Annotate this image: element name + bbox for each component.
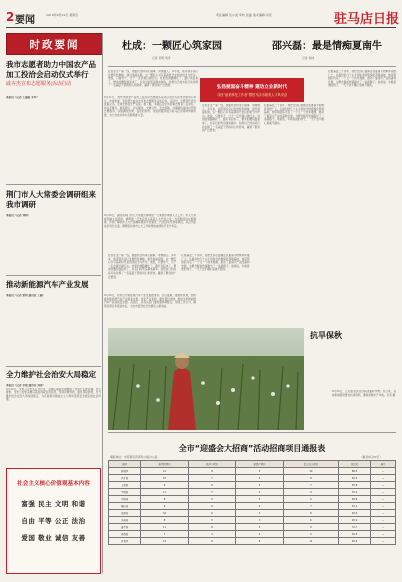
table-cell: 6 <box>283 496 338 503</box>
core-values-box <box>6 468 101 574</box>
center-banner-line-1: 弘扬爱国奋斗精神 建功立业新时代 <box>216 84 288 90</box>
table-cell: 11 <box>141 524 189 531</box>
table-header-cell: 总投资 <box>338 461 370 468</box>
core-values-line: 自由 平等 公正 法治 <box>21 517 86 525</box>
date-line: 2019年9月22日 星期日 <box>46 13 79 17</box>
table-cell: 10 <box>141 475 189 482</box>
table-row <box>109 489 396 496</box>
table-cell: 8 <box>141 517 189 524</box>
table-cell: 5 <box>188 517 236 524</box>
table-cell: — <box>371 538 396 545</box>
photo-image <box>108 328 304 430</box>
table <box>108 460 396 545</box>
center-banner <box>200 78 304 102</box>
table-header-cell: 新开工项目 <box>188 461 236 468</box>
table-cell: 11 <box>283 538 338 545</box>
table-cell: 5 <box>188 496 236 503</box>
table-cell: 8 <box>188 524 236 531</box>
table-row <box>109 496 396 503</box>
table-cell: 汝南县 <box>109 517 141 524</box>
table-cell: — <box>371 510 396 517</box>
table-cell: 62.3 <box>338 475 370 482</box>
table-cell: — <box>371 524 396 531</box>
table-note-left: 填报单位：市招商引资领导小组办公室 <box>110 455 158 459</box>
table-row <box>109 503 396 510</box>
table-cell: — <box>371 475 396 482</box>
table-cell: 4 <box>188 531 236 538</box>
table-cell: 63.4 <box>338 510 370 517</box>
feature-rule <box>108 66 396 67</box>
article-body: 9月20日，我市召开新能源汽车产业发展推进会。会议强调，要抢抓机遇，加快推进新能源汽车产业链条完善，优化产业布局，强化项目支撑，推动全市新能源汽车产业高质量发展。各县区、各有关部门要加强协调配合，形成工作合力，确保各项任务落到实处，为全市经济社会发展注入新动能。 <box>104 294 196 308</box>
table-row <box>109 538 396 545</box>
table-header-cell: 新签约项目 <box>141 461 189 468</box>
table-cell: 正阳县 <box>109 496 141 503</box>
article-body: 9月20日，全市公安机关召开会议，对国庆期间安保维稳工作进行安排部署。会议要求，全市公安机关要以高度的政治责任感，坚持问题导向，强化风险防控，全力维护社会治安大局持续稳定，为庆祝新中国成立七十周年营造安全稳定的社会环境。 <box>6 387 101 402</box>
feature-title-1: 杜成：一颗匠心筑家园 记者 吴明 刘洋 <box>122 41 222 60</box>
table-rule <box>108 432 396 433</box>
table-cell: 4 <box>236 489 284 496</box>
core-values-title: 社会主义核心价值观基本内容 <box>17 481 90 487</box>
table-cell: 3 <box>236 482 284 489</box>
table-cell: 48.6 <box>338 496 370 503</box>
staff-line: 责任编辑 张小波 审核 张磊 美术编辑 李佳 <box>216 13 272 17</box>
table-cell: 6 <box>188 482 236 489</box>
divider <box>6 275 101 276</box>
table-cell: 12 <box>141 468 189 475</box>
table-cell: 9 <box>283 489 338 496</box>
table-header-cell: 新投产项目 <box>236 461 284 468</box>
table-cell: 6 <box>188 510 236 517</box>
investment-table <box>108 460 396 545</box>
table-cell: 10 <box>283 468 338 475</box>
table-cell: — <box>371 496 396 503</box>
article-body: 9月21日，我市中国农产品加工投洽会志愿服务活动启动仪式在市会展中心举行。市委常委、宣传部长戚卉杰宣布志愿服务活动启动。活动中，志愿者代表宣读倡议书，全体志愿者庄严宣誓。据了解，本届投洽会共招募志愿者八百余名，将在开幕式、展览展示、会议服务、交通引导、安全保障、外事接待等岗位开展志愿服务，以饱满的热情、良好的形象、优质的服务展示驻马店文明城市新风貌，为大会成功举办贡献青春力量。 <box>104 96 196 117</box>
table-cell: 5 <box>283 531 338 538</box>
center-banner-line-2: 寻找“最美科技工作者”暨驻马店市最美人才风采录 <box>216 92 288 97</box>
table-cell: — <box>371 489 396 496</box>
table-cell: 7 <box>283 503 338 510</box>
article-jingmen <box>6 190 101 209</box>
table-cell: 确山县 <box>109 503 141 510</box>
table-cell: 6 <box>236 538 284 545</box>
table-row <box>109 517 396 524</box>
table-header-row <box>109 461 396 468</box>
core-values-line: 富强 民主 文明 和谐 <box>21 500 86 508</box>
table-cell: 泌阳县 <box>109 510 141 517</box>
page-number: 2 <box>6 10 15 24</box>
table-row <box>109 524 396 531</box>
table-cell: 2 <box>236 531 284 538</box>
article-title: 推动新能源汽车产业发展 <box>6 280 89 289</box>
table-cell: — <box>371 531 396 538</box>
table-cell: 6 <box>283 517 338 524</box>
table-cell: 45.9 <box>338 517 370 524</box>
feature-byline: 记者 杨林 <box>302 56 315 60</box>
table-cell: — <box>371 468 396 475</box>
table-row <box>109 475 396 482</box>
article-byline: 本报讯（记者 张明 通讯员 王丽） <box>6 294 46 297</box>
table-cell: — <box>371 517 396 524</box>
table-cell: 52.1 <box>338 503 370 510</box>
table-cell: 9 <box>188 538 236 545</box>
divider <box>6 184 101 185</box>
table-cell: 11 <box>141 489 189 496</box>
table-header-cell: 亿元以上项目 <box>283 461 338 468</box>
table-cell: 9 <box>283 524 338 531</box>
column-banner <box>6 33 103 55</box>
table-row <box>109 482 396 489</box>
article-byline: 本报讯（记者 王丽娟 李华） <box>6 96 39 99</box>
table-cell: 8 <box>188 468 236 475</box>
table-cell: 4 <box>236 503 284 510</box>
header-rule <box>6 27 396 28</box>
table-title: 全市“迎盛会大招商”活动招商项目通报表 <box>178 444 326 453</box>
table-row <box>109 510 396 517</box>
table-cell: — <box>371 482 396 489</box>
table-cell: 新蔡县 <box>109 531 141 538</box>
column-banner-text: 时政要闻 <box>29 38 80 51</box>
table-cell: 86.5 <box>338 468 370 475</box>
feature-byline: 记者 吴明 刘洋 <box>152 56 171 60</box>
table-cell: 7 <box>283 482 338 489</box>
section-label: 要闻 <box>15 15 35 26</box>
table-note-right: （截至9月20日） <box>360 455 383 459</box>
photo-note: 9月20日，正阳县农民在田间浇灌秋作物。连日来，各地积极组织群众抗旱保秋，确保秋粮丰产丰收。记者 摄 <box>332 390 396 397</box>
table-cell: 39.5 <box>338 531 370 538</box>
table-cell: 8 <box>283 475 338 482</box>
table-cell: 95.2 <box>338 538 370 545</box>
feature2-body: 扎根基层二十余年，他把全部心血倾注在夏南牛的繁育和推广上。从最初的几十头牛到如今的规模化养殖基地，他带领团队攻克了一个又一个技术难题，推动了夏南牛产业的蓬勃发展，为群众脱贫致富蹚出了一条新路子。他常说，牛就是他的孩子，一天不去牛棚心里就不踏实。 <box>264 104 324 125</box>
table-cell: 5 <box>236 468 284 475</box>
table-cell: 3 <box>236 496 284 503</box>
table-cell: 8 <box>283 510 338 517</box>
divider <box>6 366 101 367</box>
article-body: 9月20日，湖北省荆门市人大常委会调研组一行来我市调研人大工作。市人大常委会副主任陪同。调研组一行先后深入基层人大代表之家、代表联络站实地察看，详细了解我市人大代表履职服务平台建设、代表活动开展等情况，并召开座谈会进行交流。调研组对我市人大工作取得的成绩给予充分肯定。 <box>104 214 196 228</box>
feature-lower-text: 在农业生产第一线，他始终坚持用心做事、用情做人。多年来，他带领乡亲们发展特色种植，建设美丽家园，以一颗匠心书写着新时代农民的担当与作为。他说，只要肯干，日子一定会越过越红火。村里的道路硬化了，路灯亮起来了，群众的腰包鼓起来了，乡亲们的笑容越来越多。他用自己的实际行动诠释了一名基层干部的初心和使命，赢得了群众的广泛赞誉。 扎根基层二十余年，他把全部心血倾注在夏南牛的繁育和推广上。从最初的几十头牛到如今的规模化养殖基地，他带领团队攻克了一个又一个技术难题，推动了夏南牛产业的蓬勃发展，为群众脱贫致富蹚出了一条新路子。他常说，牛就是他的孩子，一天不去牛棚心里就不踏实。 <box>108 254 250 279</box>
photo-caption-title: 抗旱保秋 <box>310 331 342 340</box>
table-cell: 平舆县 <box>109 489 141 496</box>
table-cell: 上蔡县 <box>109 482 141 489</box>
table-cell: 9 <box>141 482 189 489</box>
table-cell: 开发区 <box>109 538 141 545</box>
table-cell: 70.2 <box>338 489 370 496</box>
table-cell: 遂平县 <box>109 524 141 531</box>
core-values-line: 爱国 敬业 诚信 友善 <box>21 534 86 542</box>
photo-caption <box>310 330 396 341</box>
table-header-cell: 备注 <box>371 461 396 468</box>
table-cell: 4 <box>236 475 284 482</box>
table-cell: 7 <box>188 475 236 482</box>
table-cell: 55.8 <box>338 482 370 489</box>
article-byline: 本报讯（记者 李强 通讯员 刘涛） <box>6 384 46 387</box>
table-cell: 13 <box>141 538 189 545</box>
table-cell: 7 <box>188 489 236 496</box>
table-cell: 3 <box>236 517 284 524</box>
table-cell: 72.7 <box>338 524 370 531</box>
feature2-body-cont: 扎根基层二十余年，他把全部心血倾注在夏南牛的繁育和推广上。从最初的几十头牛到如今的规模化养殖基地，他带领团队攻克了一个又一个技术难题，推动了夏南牛产业的蓬勃发展，为群众脱贫致富蹚出了一条新路子。他常说，牛就是他的孩子，一天不去牛棚心里就不踏实。 <box>328 70 396 88</box>
news-photo <box>108 328 304 430</box>
article-public-security-body <box>6 384 101 462</box>
article-byline: 本报讯（记者 刘明） <box>6 214 31 217</box>
page-header <box>6 10 400 27</box>
article-volunteers <box>6 60 101 87</box>
table-cell: 西平县 <box>109 475 141 482</box>
table-cell: 3 <box>236 510 284 517</box>
table-cell: 10 <box>141 510 189 517</box>
article-title: 荆门市人大常委会调研组来我市调研 <box>6 190 96 209</box>
table-row <box>109 531 396 538</box>
article-title: 我市志愿者助力中国农产品加工投洽会启动仪式举行 <box>6 60 96 79</box>
feature1-body: 在农业生产第一线，他始终坚持用心做事、用情做人。多年来，他带领乡亲们发展特色种植，建设美丽家园，以一颗匠心书写着新时代农民的担当与作为。他说，只要肯干，日子一定会越过越红火。村里的道路硬化了，路灯亮起来了，群众的腰包鼓起来了，乡亲们的笑容越来越多。他用自己的实际行动诠释了一名基层干部的初心和使命，赢得了群众的广泛赞誉。 <box>108 70 198 88</box>
table-cell: 8 <box>141 496 189 503</box>
masthead-logo: 驻马店日报 <box>334 12 400 27</box>
article-subtitle: 戚卉杰宣布志愿服务活动启动 <box>6 81 72 87</box>
table-cell: 9 <box>141 503 189 510</box>
table-cell: 驿城区 <box>109 468 141 475</box>
table-header-cell: 县区 <box>109 461 141 468</box>
table-cell: 7 <box>141 531 189 538</box>
feature1-body-cont: 在农业生产第一线，他始终坚持用心做事、用情做人。多年来，他带领乡亲们发展特色种植，建设美丽家园，以一颗匠心书写着新时代农民的担当与作为。他说，只要肯干，日子一定会越过越红火。村里的道路硬化了，路灯亮起来了，群众的腰包鼓起来了，乡亲们的笑容越来越多。他用自己的实际行动诠释了一名基层干部的初心和使命，赢得了群众的广泛赞誉。 <box>202 104 260 133</box>
table-cell: — <box>371 503 396 510</box>
article-title: 全力维护社会治安大局稳定 <box>6 370 96 379</box>
table-cell: 5 <box>236 524 284 531</box>
table-row <box>109 468 396 475</box>
feature-title-2: 邵兴磊：最是情痴夏南牛 记者 杨林 <box>272 41 382 60</box>
table-cell: 6 <box>188 503 236 510</box>
column-separator <box>102 33 103 573</box>
